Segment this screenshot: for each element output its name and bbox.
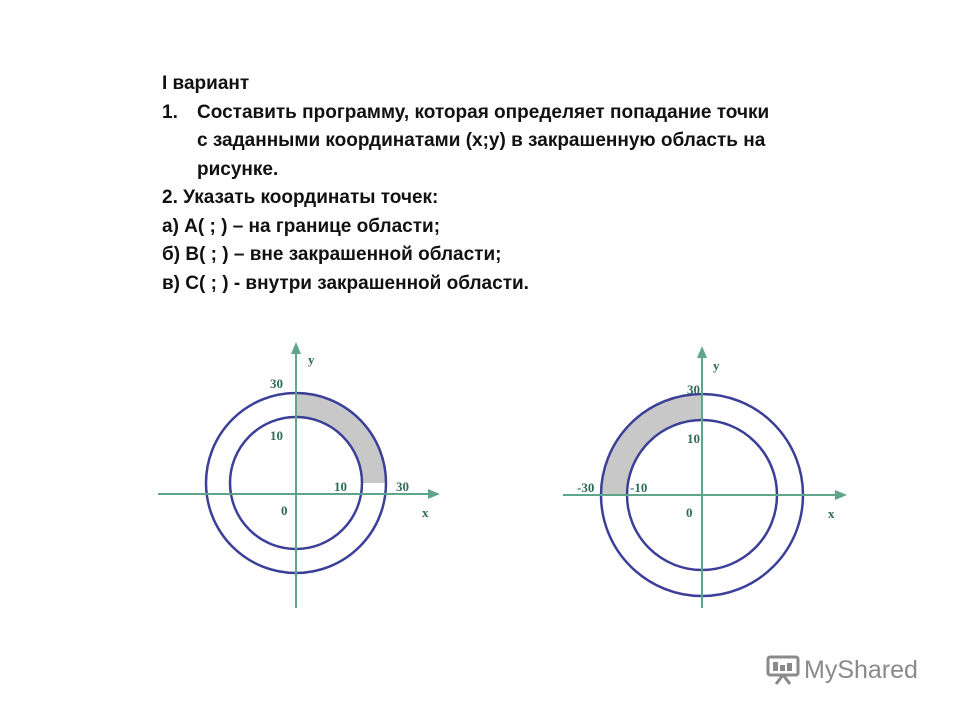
item-1 (162, 99, 942, 128)
task-text (162, 70, 942, 298)
x-inner-label: -10 (630, 480, 648, 495)
origin-label: 0 (281, 503, 288, 518)
x-axis-arrow (428, 489, 440, 499)
x-axis-label: x (422, 505, 429, 520)
item-2: 2. Указать координаты точек: (162, 187, 439, 208)
watermark (766, 654, 918, 686)
y-outer-label: 30 (687, 382, 700, 397)
figure-1 (150, 330, 450, 615)
origin-label: 0 (686, 505, 693, 520)
x-axis-label: x (828, 506, 835, 521)
watermark-text: MyShared (804, 655, 918, 684)
item-1-line-3: рисунке. (197, 158, 279, 180)
y-inner-label: 10 (270, 428, 283, 443)
x-axis-arrow (835, 490, 847, 500)
x-inner-label: 10 (334, 479, 347, 494)
y-axis-label: y (713, 358, 720, 373)
y-outer-label: 30 (270, 376, 283, 391)
figure-2 (555, 330, 855, 615)
item-1-line-1: Составить программу, которая определяет попадание точки (197, 101, 770, 123)
item-1-number: 1. (162, 101, 178, 123)
presentation-board-icon (766, 654, 800, 686)
y-axis-label: y (308, 352, 315, 367)
x-outer-label: -30 (577, 480, 595, 495)
y-axis-arrow (291, 342, 301, 354)
point-b: б) В( ; ) – вне закрашенной области; (162, 244, 502, 265)
point-c: в) С( ; ) - внутри закрашенной области. (162, 272, 529, 294)
point-a: а) А( ; ) – на границе области; (162, 215, 441, 237)
x-outer-label: 30 (396, 479, 409, 494)
y-axis-arrow (697, 346, 707, 358)
y-inner-label: 10 (687, 431, 700, 446)
variant-heading: I вариант (162, 73, 250, 94)
item-1-line-2: с заданными координатами (x;y) в закрашенную область на (197, 130, 766, 151)
